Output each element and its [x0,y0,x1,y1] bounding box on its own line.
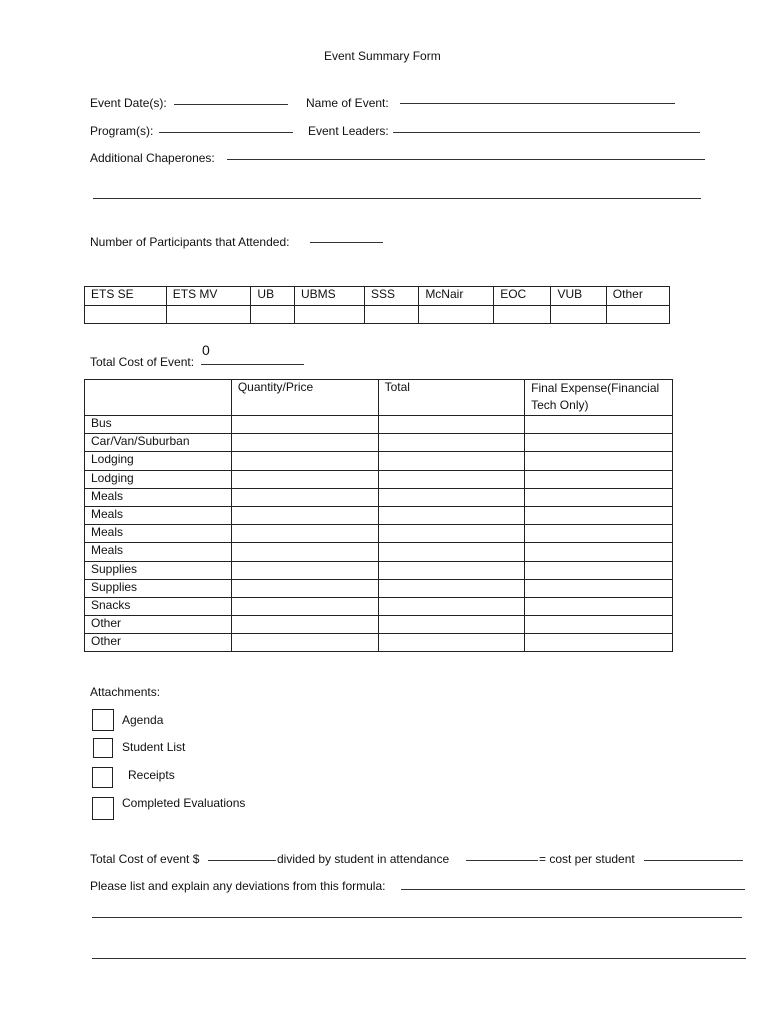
chaperones-label: Additional Chaperones: [90,151,215,165]
cost-quantity-cell[interactable] [231,452,378,470]
cost-header-quantity: Quantity/Price [231,380,378,416]
cost-quantity-cell[interactable] [231,597,378,615]
receipts-label: Receipts [128,768,175,782]
event-dates-label: Event Date(s): [90,96,167,110]
deviations-input-line-2[interactable] [92,917,742,918]
cost-final-expense-cell[interactable] [525,525,673,543]
program-header: Other [606,287,669,306]
formula-cost-per-student-input[interactable] [644,860,743,861]
cost-quantity-cell[interactable] [231,561,378,579]
cost-total-cell[interactable] [378,452,525,470]
cost-header-total: Total [378,380,525,416]
cost-table-row [85,634,673,652]
total-cost-label: Total Cost of Event: [90,355,195,369]
program-header: EOC [494,287,551,306]
cost-final-expense-cell[interactable] [525,434,673,452]
program-header: UBMS [294,287,364,306]
formula-divided-label: divided by student in attendance [277,852,450,866]
cost-quantity-cell[interactable] [231,543,378,561]
attachments-label: Attachments: [90,685,161,699]
completed-evaluations-checkbox[interactable] [92,797,114,820]
cost-table-row [85,434,673,452]
cost-final-expense-cell[interactable] [525,579,673,597]
formula-total-cost-label: Total Cost of event $ [90,852,200,866]
cost-item-label: Other [85,616,232,634]
cost-final-expense-cell[interactable] [525,616,673,634]
cost-final-expense-cell[interactable] [525,416,673,434]
cost-item-label: Car/Van/Suburban [85,434,232,452]
agenda-checkbox[interactable] [92,709,114,731]
cost-final-expense-cell[interactable] [525,488,673,506]
chaperones-input-line-2[interactable] [93,198,701,199]
formula-attendance-input[interactable] [466,860,538,861]
program-count-cell[interactable] [166,306,251,324]
cost-table-row [85,579,673,597]
cost-final-expense-cell[interactable] [525,543,673,561]
program-count-cell[interactable] [364,306,418,324]
student-list-checkbox[interactable] [93,738,113,758]
cost-total-cell[interactable] [378,634,525,652]
deviations-input-line-3[interactable] [92,958,746,959]
programs-input[interactable] [159,132,293,133]
cost-quantity-cell[interactable] [231,416,378,434]
cost-final-expense-cell[interactable] [525,561,673,579]
formula-cost-per-student-label: = cost per student [539,852,635,866]
cost-final-expense-cell[interactable] [525,597,673,615]
cost-item-label: Supplies [85,561,232,579]
cost-item-label: Meals [85,543,232,561]
cost-total-cell[interactable] [378,616,525,634]
cost-quantity-cell[interactable] [231,488,378,506]
cost-item-label: Supplies [85,579,232,597]
cost-quantity-cell[interactable] [231,579,378,597]
program-header: ETS MV [166,287,251,306]
cost-table-row [85,488,673,506]
cost-table-row [85,506,673,524]
cost-table-row [85,616,673,634]
completed-evaluations-label: Completed Evaluations [122,796,246,810]
cost-item-label: Meals [85,488,232,506]
deviations-input[interactable] [401,889,745,890]
form-title: Event Summary Form [324,49,441,63]
programs-label: Program(s): [90,124,154,138]
receipts-checkbox[interactable] [92,767,113,788]
cost-header-final-expense: Final Expense(Financial Tech Only) [525,380,673,416]
programs-table [84,286,670,324]
cost-item-label: Snacks [85,597,232,615]
cost-quantity-cell[interactable] [231,616,378,634]
program-count-cell[interactable] [85,306,167,324]
participants-input[interactable] [310,242,383,243]
program-count-cell[interactable] [294,306,364,324]
cost-table-row [85,452,673,470]
cost-quantity-cell[interactable] [231,634,378,652]
cost-item-label: Bus [85,416,232,434]
agenda-label: Agenda [122,713,164,727]
formula-total-cost-input[interactable] [208,860,276,861]
cost-quantity-cell[interactable] [231,525,378,543]
cost-quantity-cell[interactable] [231,506,378,524]
deviations-label: Please list and explain any deviations from this formula: [90,879,386,893]
cost-total-cell[interactable] [378,416,525,434]
cost-table-row [85,525,673,543]
cost-total-cell[interactable] [378,470,525,488]
event-dates-input[interactable] [174,104,288,105]
cost-total-cell[interactable] [378,561,525,579]
program-header: SSS [364,287,418,306]
cost-total-cell[interactable] [378,488,525,506]
cost-total-cell[interactable] [378,525,525,543]
cost-item-label: Meals [85,506,232,524]
cost-total-cell[interactable] [378,543,525,561]
total-cost-value: 0 [202,342,210,358]
cost-final-expense-cell[interactable] [525,506,673,524]
cost-table-row [85,416,673,434]
event-name-input[interactable] [400,103,675,104]
cost-table-row [85,597,673,615]
program-count-cell[interactable] [251,306,295,324]
cost-item-label: Lodging [85,470,232,488]
cost-total-cell[interactable] [378,434,525,452]
program-count-cell[interactable] [606,306,669,324]
program-count-cell[interactable] [494,306,551,324]
program-count-cell[interactable] [551,306,606,324]
event-name-label: Name of Event: [306,96,389,110]
event-leaders-label: Event Leaders: [308,124,389,138]
cost-table [84,379,673,652]
cost-table-row [85,470,673,488]
cost-table-row [85,543,673,561]
cost-final-expense-cell[interactable] [525,634,673,652]
cost-quantity-cell[interactable] [231,434,378,452]
program-count-cell[interactable] [419,306,494,324]
cost-table-row [85,561,673,579]
cost-final-expense-cell[interactable] [525,452,673,470]
cost-final-expense-cell[interactable] [525,470,673,488]
program-header: VUB [551,287,606,306]
cost-item-label: Lodging [85,452,232,470]
cost-item-label: Meals [85,525,232,543]
program-header: McNair [419,287,494,306]
program-header: UB [251,287,295,306]
student-list-label: Student List [122,740,186,754]
cost-total-cell[interactable] [378,579,525,597]
total-cost-input[interactable] [201,364,304,365]
cost-quantity-cell[interactable] [231,470,378,488]
chaperones-input[interactable] [227,159,705,160]
cost-item-label: Other [85,634,232,652]
program-header: ETS SE [85,287,167,306]
cost-total-cell[interactable] [378,597,525,615]
cost-total-cell[interactable] [378,506,525,524]
participants-label: Number of Participants that Attended: [90,235,290,249]
cost-header-blank [85,380,232,416]
event-leaders-input[interactable] [393,132,700,133]
